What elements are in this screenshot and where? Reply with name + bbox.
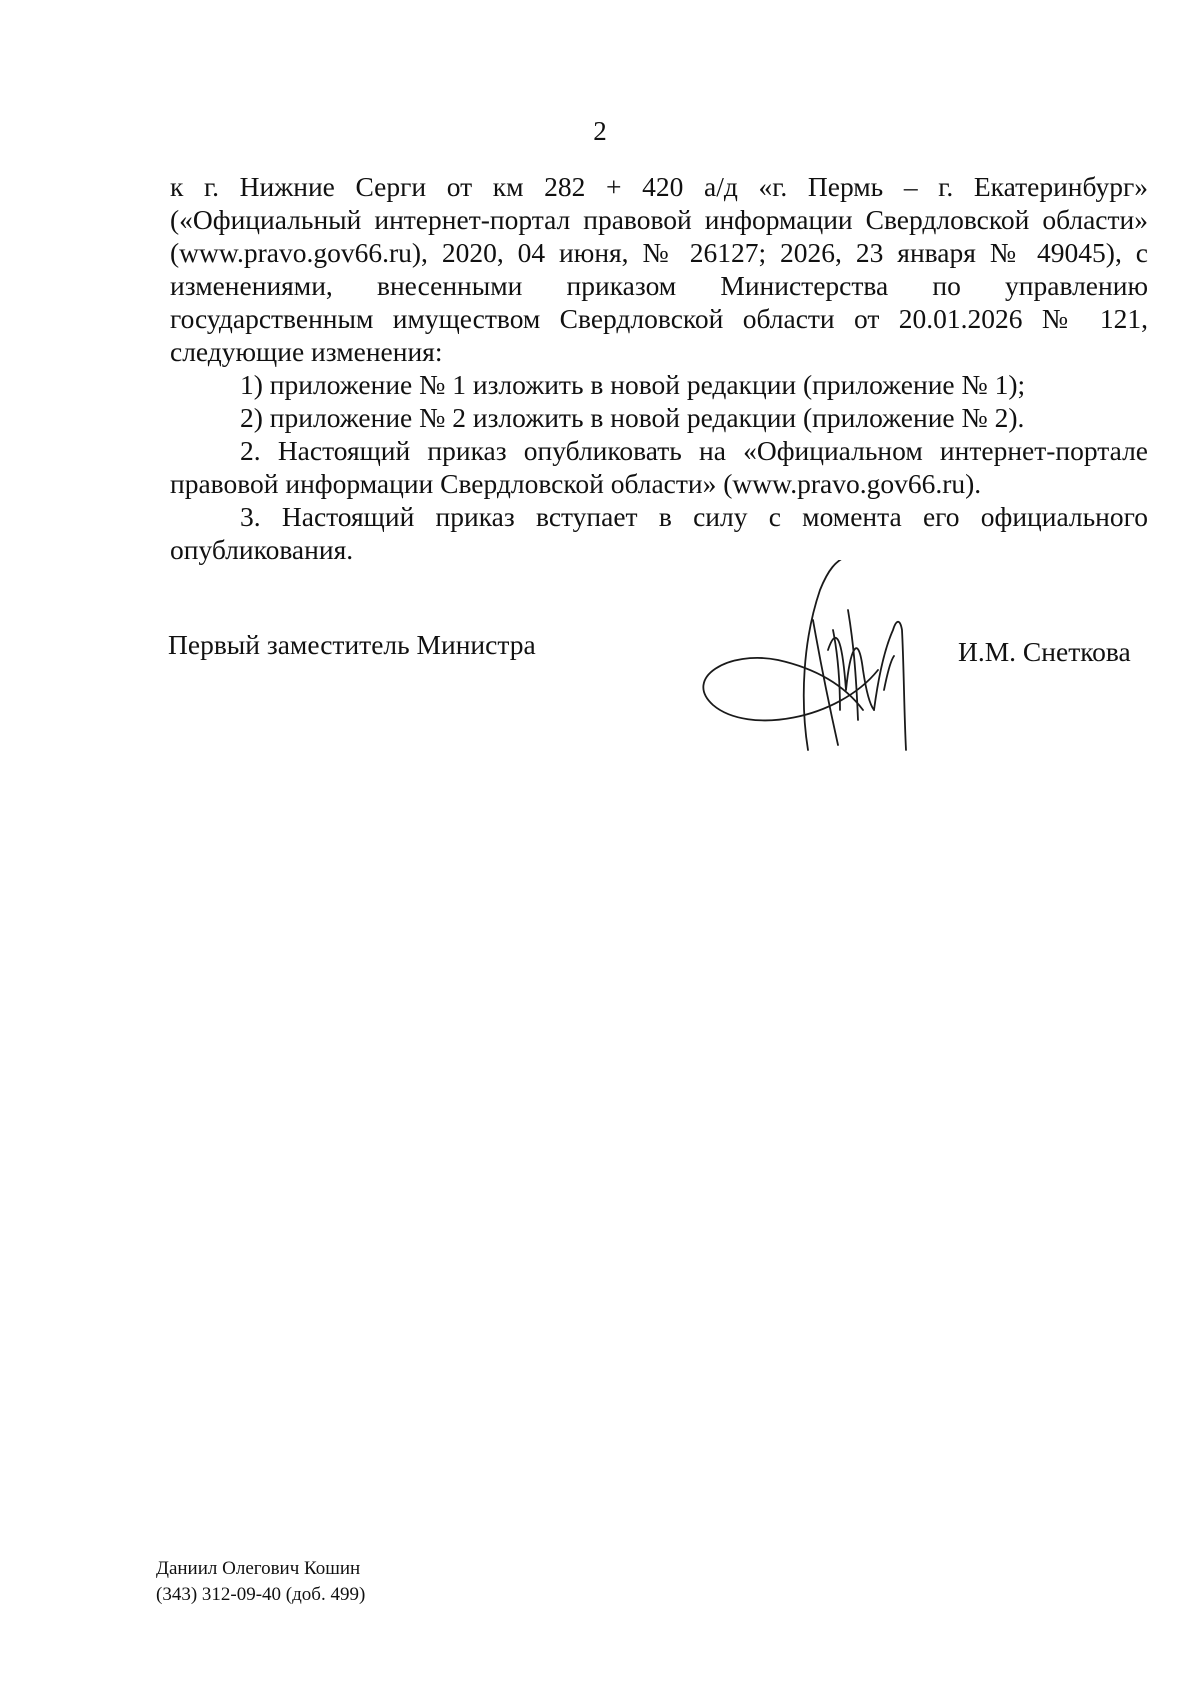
paragraph-item-2: 2) приложение № 2 изложить в новой редакции (приложение № 2).	[240, 402, 1025, 433]
paragraph-publication: 2. Настоящий приказ опубликовать на «Официальном интернет-портале правовой информации Свердловской области» (www.pravo.gov66.ru).	[170, 435, 1148, 499]
paragraph-item-1: 1) приложение № 1 изложить в новой редакции (приложение № 1);	[240, 369, 1026, 400]
signatory-position: Первый заместитель Министра	[168, 629, 536, 660]
handwritten-signature	[688, 560, 938, 760]
page-number: 2	[593, 116, 607, 146]
paragraph-effective-date: 3. Настоящий приказ вступает в силу с момента его официального опубликования.	[170, 501, 1148, 565]
signature-block	[168, 620, 1148, 760]
signatory-name: И.М. Снеткова	[958, 636, 1131, 667]
performer-info	[156, 1556, 365, 1608]
paragraph-amendment-intro: к г. Нижние Серги от км 282 + 420 а/д «г. Пермь – г. Екатеринбург» («Официальный интернет-портал правовой информации Свердловской области» (www.pravo.gov66.ru), 2020, 04 июня, № 26127; 2026, 23 января № 49045), с изменениями, внесенными приказом Министерства по управлению государственным имуществом Свердловской области от 20.01.2026 № 121, следующие изменения:	[170, 171, 1148, 367]
performer-name: Даниил Олегович Кошин	[156, 1558, 361, 1579]
performer-phone: (343) 312-09-40 (доб. 499)	[156, 1584, 366, 1605]
document-body	[170, 170, 1148, 566]
